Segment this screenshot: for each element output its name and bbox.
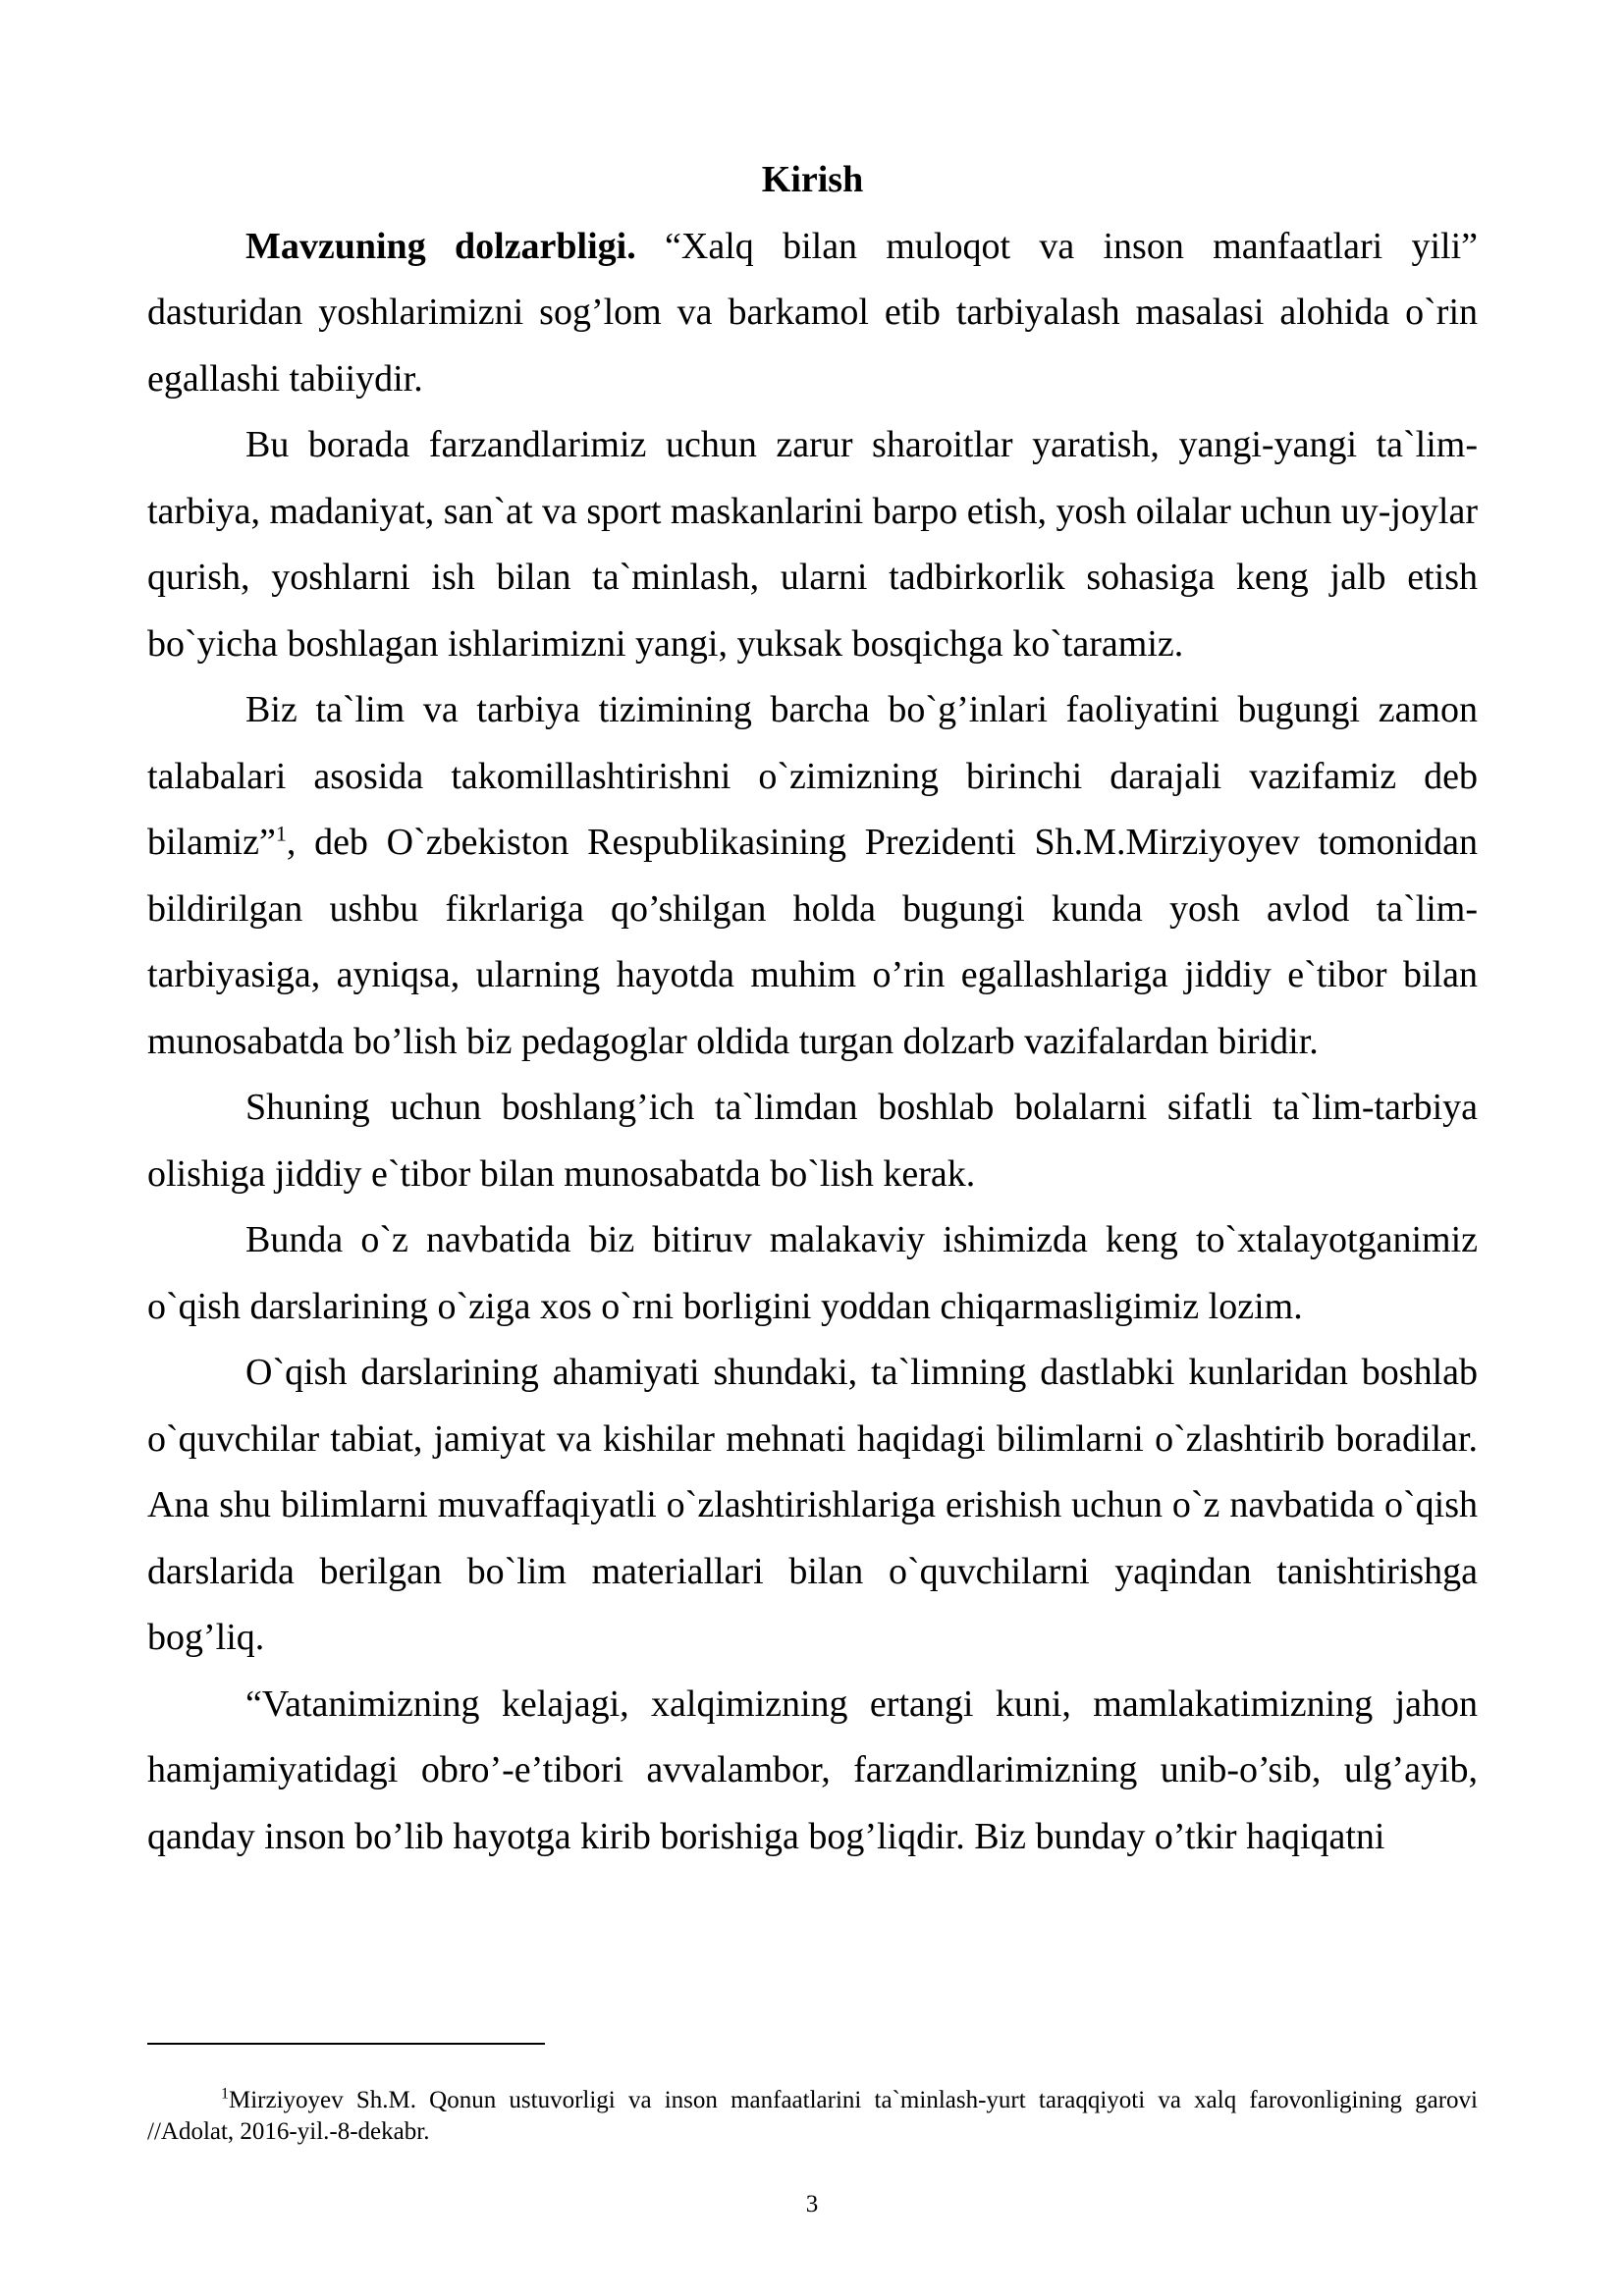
page-number: 3 (805, 2191, 819, 2217)
paragraph-lead: Mavzuning dolzarbligi. (245, 225, 636, 267)
paragraph: Bu borada farzandlarimiz uchun zarur sharoitlar yaratish, yangi-yangi ta`lim-tarbiya, madaniyat, san`at va sport maskanlarini barpo etish, yosh oilalar uchun uy-joylar qurish, yoshlarni ish bilan ta`minlash, ularni tadbirkorlik sohasiga keng jalb etish bo`yicha boshlagan ishlarimizni yangi, yuksak bosqichga ko`taramiz. (147, 424, 1478, 665)
paragraph-text: , deb O`zbekiston Respublikasining Prezidenti Sh.M.Mirziyoyev tomonidan bildirilgan ushbu fikrlariga qo’shilgan holda bugungi kunda yosh avlod ta`lim-tarbiyasiga, ayniqsa, ularning hayotda muhim o’rin egallashlariga jiddiy e`tibor bilan munosabatda bo’lish biz pedagoglar oldida turgan dolzarb vazifalardan biridir. (147, 822, 1478, 1062)
footnote-text: Mirziyoyev Sh.M. Qonun ustuvorligi va inson manfaatlarini ta`minlash-yurt taraqqiyoti va xalq farovonligining garovi //Adolat, 2016-yil.-8-dekabr. (147, 2087, 1478, 2145)
paragraph: O`qish darslarining ahamiyati shundaki, ta`limning dastlabki kunlaridan boshlab o`quvchilar tabiat, jamiyat va kishilar mehnati haqidagi bilimlarni o`zlashtirib boradilar. Ana shu bilimlarni muvaffaqiyatli o`zlashtirishlariga erishish uchun o`z navbatida o`qish darslarida berilgan bo`lim materiallari bilan o`quvchilarni yaqindan tanishtirishga bog’liq. (147, 1352, 1478, 1658)
footnote-reference[interactable]: 1 (275, 821, 287, 846)
paragraph-text: Biz ta`lim va tarbiya tizimining barcha bo`g’inlari faoliyatini bugungi zamon talabalari asosida takomillashtirishni o`zimizning birinchi darajali vazifamiz deb bilamiz” (147, 689, 1478, 863)
section-title: Kirish (761, 159, 864, 200)
paragraph: Bunda o`z navbatida biz bitiruv malakaviy ishimizda keng to`xtalayotganimiz o`qish darslarining o`ziga xos o`rni borligini yoddan chiqarmasligimiz lozim. (147, 1219, 1478, 1327)
paragraph-relevance (147, 214, 1478, 413)
paragraph-text: “Xalq bilan muloqot va inson manfaatlari yili” dasturidan yoshlarimizni sog’lom va barkamol etib tarbiyalash masalasi alohida o`rin egallashi tabiiydir. (147, 225, 1478, 400)
body-text (147, 147, 1478, 1870)
paragraph: “Vatanimizning kelajagi, xalqimizning ertangi kuni, mamlakatimizning jahon hamjamiyatidagi obro’-e’tibori avvalambor, farzandlarimizning unib-o’sib, ulg’ayib, qanday inson bo’lib hayotga kirib borishiga bog’liqdir. Biz bunday o’tkir haqiqatni (147, 1682, 1478, 1857)
footnote-separator (147, 2043, 545, 2045)
paragraph: Shuning uchun boshlang’ich ta`limdan boshlab bolalarni sifatli ta`lim-tarbiya olishiga jiddiy e`tibor bilan munosabatda bo`lish kerak. (147, 1087, 1478, 1195)
paragraph-with-footnote-ref (147, 677, 1478, 1075)
footnote (147, 2085, 1478, 2148)
footnote-mark: 1 (221, 2085, 229, 2103)
